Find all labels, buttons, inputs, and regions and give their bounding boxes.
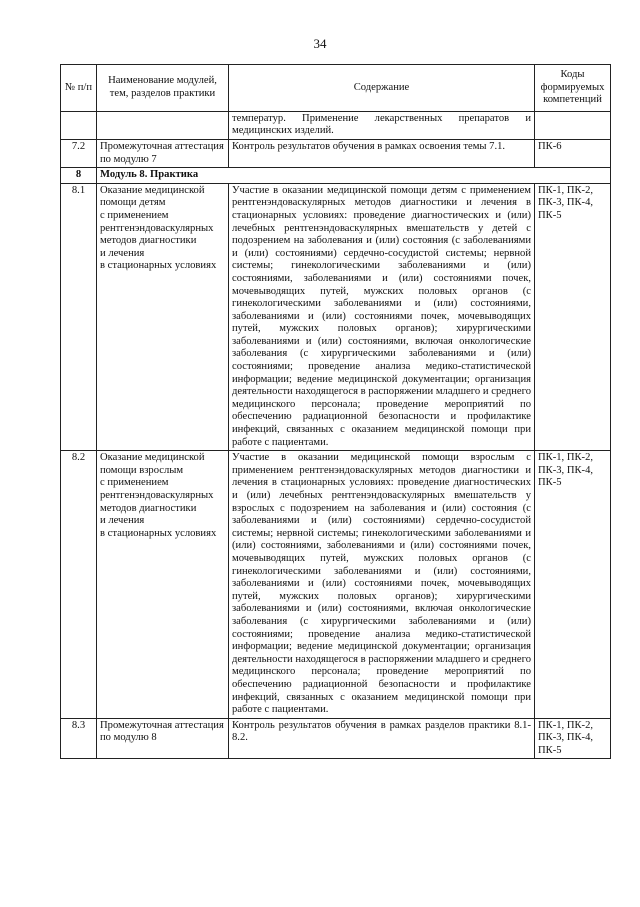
page-number: 34 (313, 36, 327, 51)
row-num (61, 111, 97, 139)
row-codes: ПК-1, ПК-2, ПК-3, ПК-4, ПК-5 (535, 451, 611, 718)
table-row (61, 139, 611, 167)
row-codes (535, 111, 611, 139)
table-row (61, 718, 611, 759)
table-header-row (61, 65, 611, 112)
row-num: 8.3 (61, 718, 97, 759)
row-content: Контроль результатов обучения в рамках разделов практики 8.1-8.2. (229, 718, 535, 759)
header-content: Содержание (229, 65, 535, 112)
row-num: 8.2 (61, 451, 97, 718)
row-num: 7.2 (61, 139, 97, 167)
table-row (61, 111, 611, 139)
table-row (61, 451, 611, 718)
module-num: 8 (61, 168, 97, 184)
row-codes: ПК-1, ПК-2, ПК-3, ПК-4, ПК-5 (535, 183, 611, 450)
module-row (61, 168, 611, 184)
curriculum-table (60, 64, 611, 759)
row-content: температур. Применение лекарственных препаратов и медицинских изделий. (229, 111, 535, 139)
row-content: Участие в оказании медицинской помощи детям с применением рентгенэндоваскулярных методов диагностики и лечения в стационарных условиях: проведение диагностических и (или) лечебных рентгенэндоваскулярных вмешательств у детей с подозрением на заболевания и (или) состояния (с заболеваниями и (или) состояниями) сердечно-сосудистой системы; нервной системы; гинекологическими заболеваниями и (или) состояниями, заболеваниями и (или) состояниями почек, мочевыводящих путей, мужских половых органов (с гинекологическими заболеваниями и (или) состояниями, заболеваниями и (или) состояниями почек, мочевыводящих путей, мужских половых органов); хирургическими заболеваниями и (или) состояниями, включая онкологические заболевания (с хирургическими заболеваниями и (или) состояниями; проведение анализа медико-статистической информации; ведение медицинской документации; организация деятельности находящегося в распоряжении младшего и среднего медицинского персонала; проведение мероприятий по обеспечению радиационной безопасности и профилактике инфекций, связанных с оказанием медицинской помощи при работе с пациентами. (229, 183, 535, 450)
header-codes: Коды формируемых компетенций (535, 65, 611, 112)
module-title: Модуль 8. Практика (97, 168, 611, 184)
row-codes: ПК-1, ПК-2, ПК-3, ПК-4, ПК-5 (535, 718, 611, 759)
row-name (97, 111, 229, 139)
row-num: 8.1 (61, 183, 97, 450)
row-name: Промежуточная аттестация по модулю 7 (97, 139, 229, 167)
header-name: Наименование модулей, тем, разделов практики (97, 65, 229, 112)
row-content: Контроль результатов обучения в рамках освоения темы 7.1. (229, 139, 535, 167)
row-name: Промежуточная аттестация по модулю 8 (97, 718, 229, 759)
table-row (61, 183, 611, 450)
row-name: Оказание медицинской помощи взрослым с применением рентгенэндоваскулярных методов диагностики и лечения в стационарных условиях (97, 451, 229, 718)
header-num: № п/п (61, 65, 97, 112)
row-codes: ПК-6 (535, 139, 611, 167)
row-name: Оказание медицинской помощи детям с применением рентгенэндоваскулярных методов диагностики и лечения в стационарных условиях (97, 183, 229, 450)
row-content: Участие в оказании медицинской помощи взрослым с применением рентгенэндоваскулярных методов диагностики и лечения в стационарных условиях: проведение диагностических и (или) лечебных рентгенэндоваскулярных вмешательств у взрослых с подозрением на заболевания и (или) состояния (с заболеваниями и (или) состояниями) сердечно-сосудистой системы; нервной системы; гинекологическими заболеваниями и (или) состояниями, заболеваниями и (или) состояниями почек, мочевыводящих путей, мужских половых органов (с гинекологическими заболеваниями и (или) состояниями, заболеваниями и (или) состояниями почек, мочевыводящих путей, мужских половых органов); хирургическими заболеваниями и (или) состояниями, включая онкологические заболевания (с хирургическими заболеваниями и (или) состояниями; проведение анализа медико-статистической информации; ведение медицинской документации; организация деятельности находящегося в распоряжении младшего и среднего медицинского персонала; проведение мероприятий по обеспечению радиационной безопасности и профилактике инфекций, связанных с оказанием медицинской помощи при работе с пациентами. (229, 451, 535, 718)
